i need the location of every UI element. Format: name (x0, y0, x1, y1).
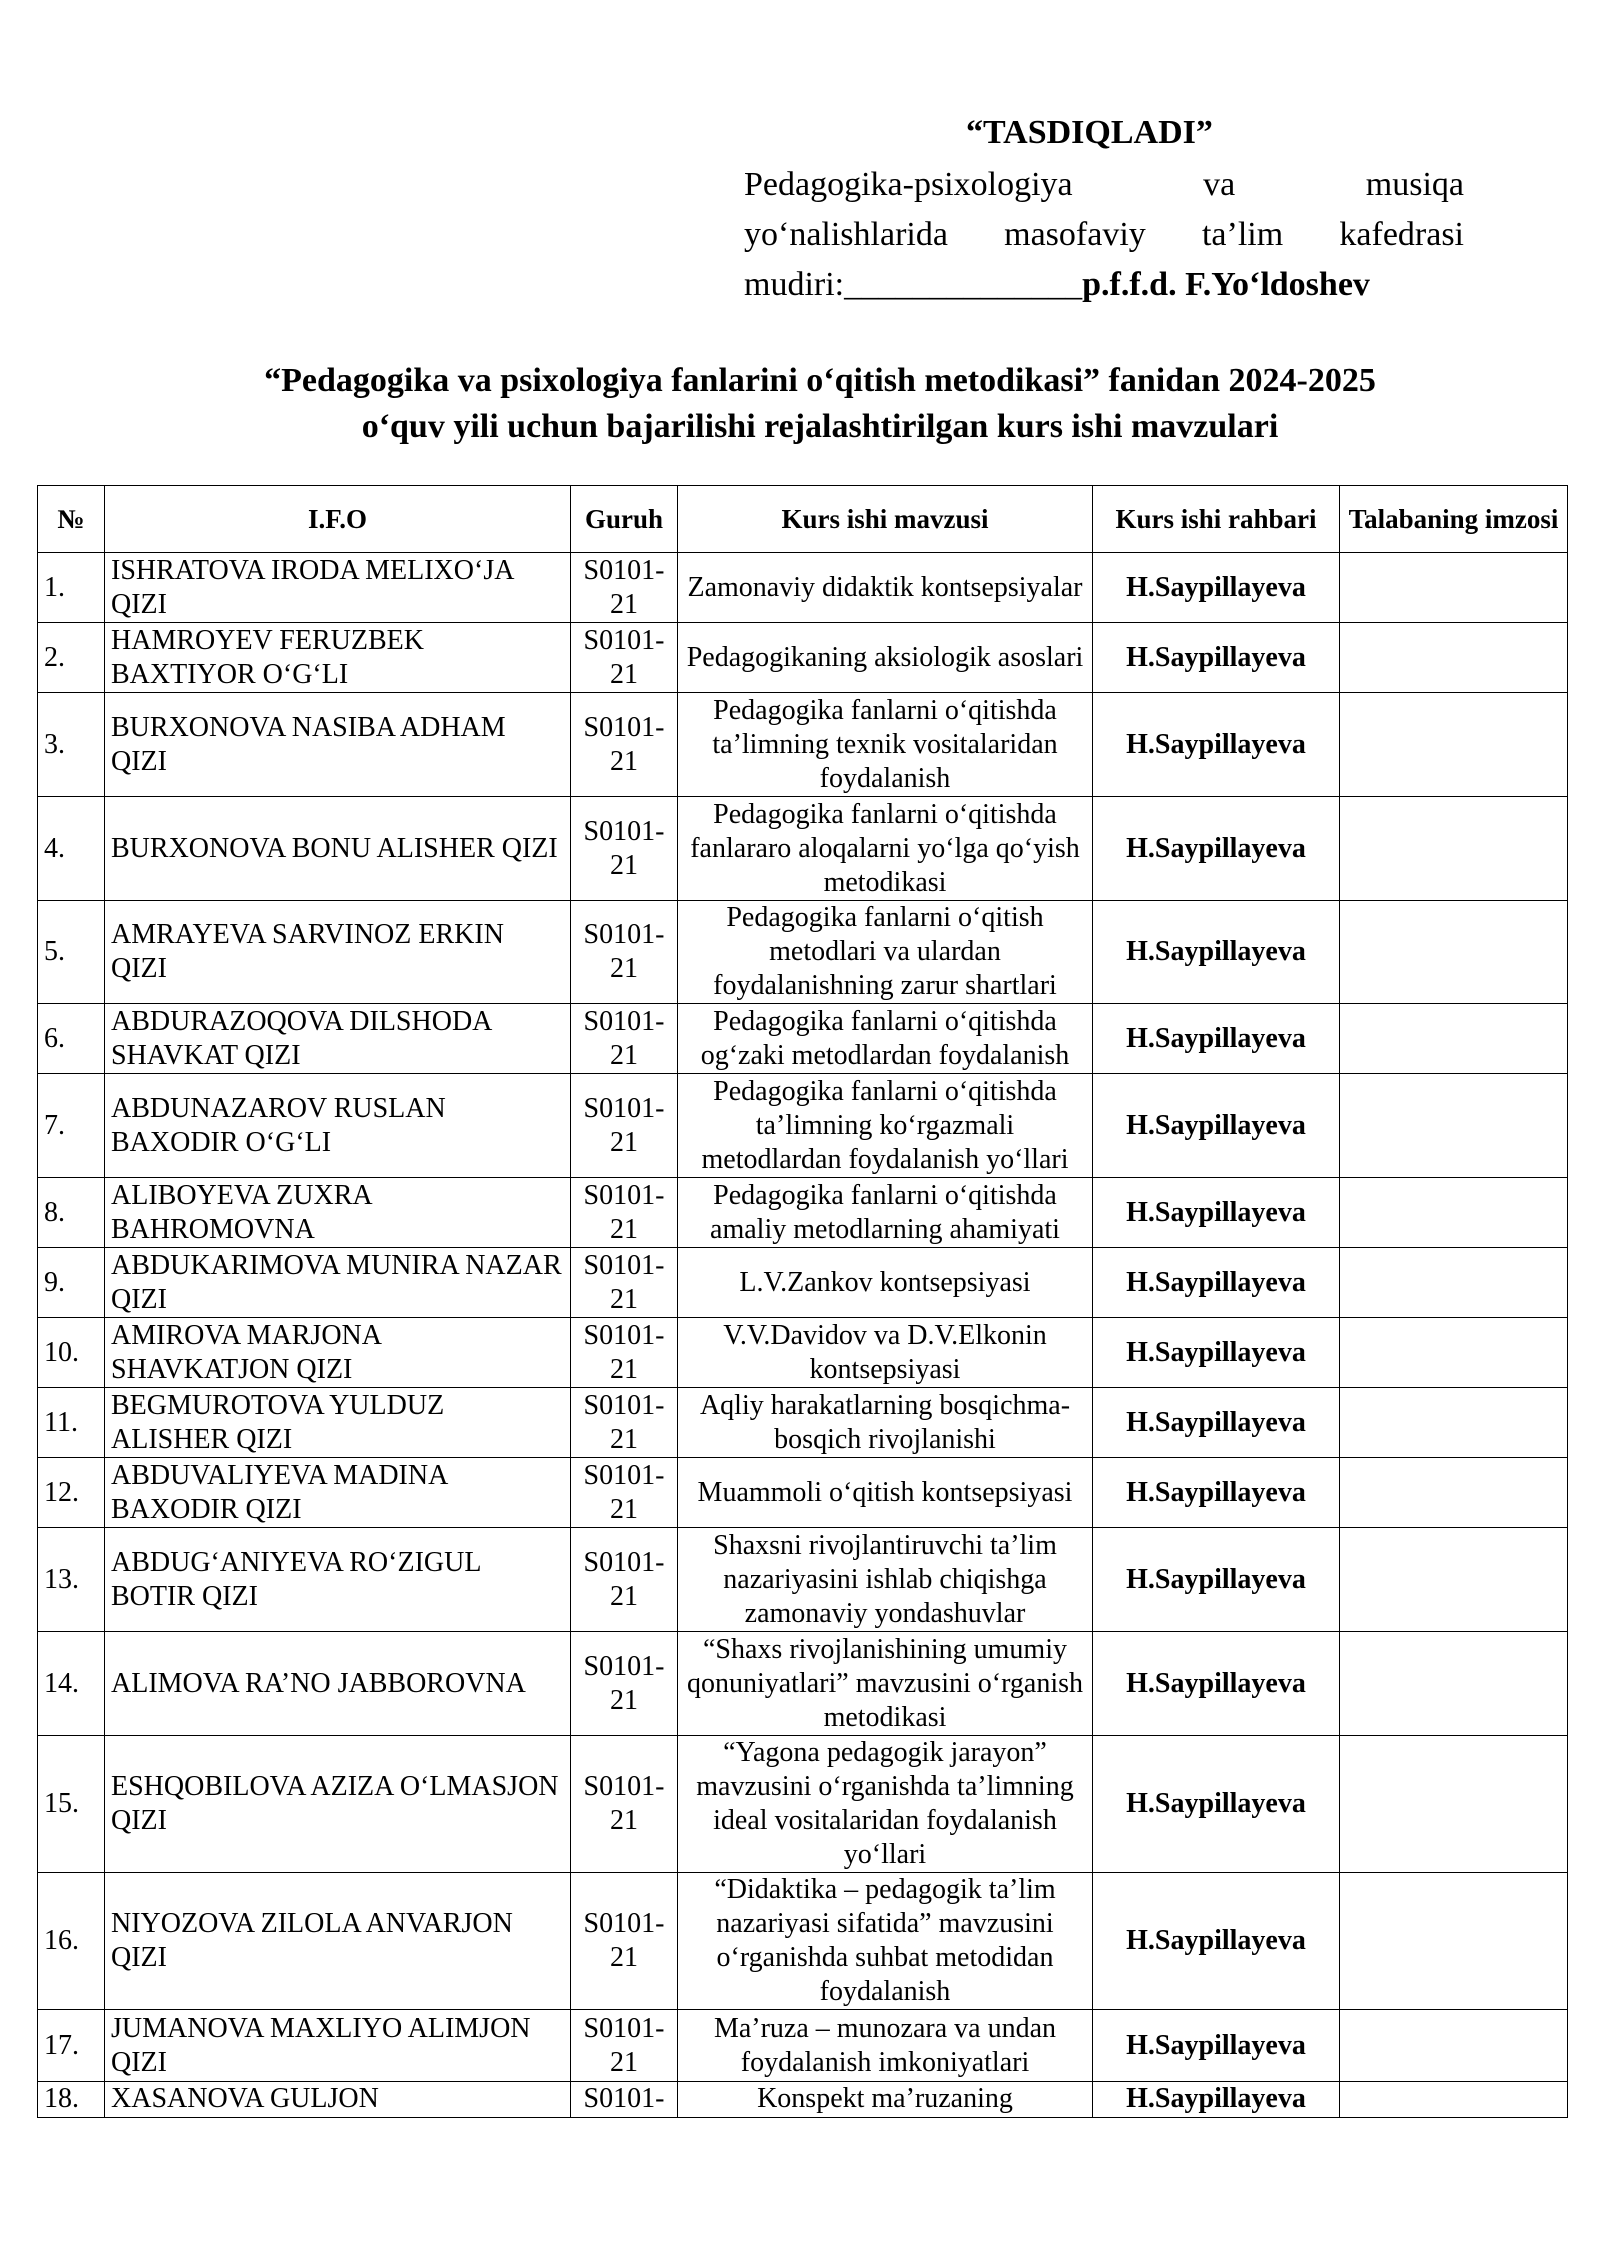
group-code: S0101- (571, 2082, 678, 2118)
row-number: 9. (38, 1248, 105, 1318)
course-topic: “Yagona pedagogik jarayon” mavzusini o‘rganishda ta’limning ideal vositalaridan foydalanish yo‘llari (678, 1736, 1093, 1873)
header-topic: Kurs ishi mavzusi (678, 486, 1093, 553)
table-row (38, 1388, 1568, 1458)
group-code: S0101-21 (571, 1736, 678, 1873)
supervisor-name: H.Saypillayeva (1093, 2082, 1340, 2118)
signature-line: mudiri:______________ (744, 266, 1083, 303)
table-row (38, 553, 1568, 623)
table-row (38, 901, 1568, 1004)
course-topics-table (37, 485, 1568, 2118)
course-topic: V.V.Davidov va D.V.Elkonin kontsepsiyasi (678, 1318, 1093, 1388)
table-row (38, 693, 1568, 797)
table-row (38, 1248, 1568, 1318)
student-signature (1340, 1178, 1568, 1248)
row-number: 6. (38, 1004, 105, 1074)
table-row (38, 1318, 1568, 1388)
row-number: 7. (38, 1074, 105, 1178)
table-row (38, 1632, 1568, 1736)
student-signature (1340, 1873, 1568, 2010)
student-name: ABDURAZOQOVA DILSHODA SHAVKAT QIZI (105, 1004, 571, 1074)
student-name: ABDUKARIMOVA MUNIRA NAZAR QIZI (105, 1248, 571, 1318)
group-code: S0101-21 (571, 1004, 678, 1074)
group-code: S0101-21 (571, 2010, 678, 2082)
supervisor-name: H.Saypillayeva (1093, 901, 1340, 1004)
group-code: S0101-21 (571, 797, 678, 901)
student-name: AMIROVA MARJONA SHAVKATJON QIZI (105, 1318, 571, 1388)
student-signature (1340, 2082, 1568, 2118)
student-signature (1340, 1458, 1568, 1528)
student-signature (1340, 1736, 1568, 1873)
group-code: S0101-21 (571, 1873, 678, 2010)
header-group: Guruh (571, 486, 678, 553)
group-code: S0101-21 (571, 1318, 678, 1388)
student-name: ALIBOYEVA ZUXRA BAHROMOVNA (105, 1178, 571, 1248)
supervisor-name: H.Saypillayeva (1093, 1632, 1340, 1736)
student-signature (1340, 797, 1568, 901)
table-row (38, 1736, 1568, 1873)
student-signature (1340, 553, 1568, 623)
supervisor-name: H.Saypillayeva (1093, 1736, 1340, 1873)
student-signature (1340, 901, 1568, 1004)
student-name: ABDUNAZAROV RUSLAN BAXODIR O‘G‘LI (105, 1074, 571, 1178)
course-topic: “Shaxs rivojlanishining umumiy qonuniyatlari” mavzusini o‘rganish metodikasi (678, 1632, 1093, 1736)
student-signature (1340, 1388, 1568, 1458)
course-topic: Pedagogika fanlarni o‘qitishda ta’limning texnik vositalaridan foydalanish (678, 693, 1093, 797)
row-number: 4. (38, 797, 105, 901)
approver-name: p.f.f.d. F.Yo‘ldoshev (1082, 266, 1370, 303)
student-name: ABDUVALIYEVA MADINA BAXODIR QIZI (105, 1458, 571, 1528)
student-name: BURXONOVA NASIBA ADHAM QIZI (105, 693, 571, 797)
supervisor-name: H.Saypillayeva (1093, 1178, 1340, 1248)
approval-block (744, 108, 1464, 310)
student-signature (1340, 1528, 1568, 1632)
table-row (38, 1178, 1568, 1248)
group-code: S0101-21 (571, 623, 678, 693)
group-code: S0101-21 (571, 1388, 678, 1458)
row-number: 17. (38, 2010, 105, 2082)
row-number: 15. (38, 1736, 105, 1873)
heading-line-1: “Pedagogika va psixologiya fanlarini o‘qitish metodikasi” fanidan 2024-2025 (264, 362, 1376, 399)
group-code: S0101-21 (571, 553, 678, 623)
student-name: XASANOVA GULJON (105, 2082, 571, 2118)
student-signature (1340, 1318, 1568, 1388)
table-header-row (38, 486, 1568, 553)
header-supervisor: Kurs ishi rahbari (1093, 486, 1340, 553)
table-row (38, 623, 1568, 693)
row-number: 5. (38, 901, 105, 1004)
supervisor-name: H.Saypillayeva (1093, 693, 1340, 797)
student-signature (1340, 1004, 1568, 1074)
group-code: S0101-21 (571, 901, 678, 1004)
supervisor-name: H.Saypillayeva (1093, 1248, 1340, 1318)
table-row (38, 1458, 1568, 1528)
student-name: ESHQOBILOVA AZIZA O‘LMASJON QIZI (105, 1736, 571, 1873)
course-topic: Zamonaviy didaktik kontsepsiyalar (678, 553, 1093, 623)
approval-line-1: Pedagogika-psixologiya va musiqa (744, 166, 1464, 203)
course-topic: Ma’ruza – munozara va undan foydalanish imkoniyatlari (678, 2010, 1093, 2082)
row-number: 2. (38, 623, 105, 693)
group-code: S0101-21 (571, 1632, 678, 1736)
row-number: 11. (38, 1388, 105, 1458)
table-row (38, 2010, 1568, 2082)
group-code: S0101-21 (571, 693, 678, 797)
course-topic: Pedagogika fanlarni o‘qitish metodlari va ulardan foydalanishning zarur shartlari (678, 901, 1093, 1004)
student-name: HAMROYEV FERUZBEK BAXTIYOR O‘G‘LI (105, 623, 571, 693)
heading-line-2: o‘quv yili uchun bajarilishi rejalashtirilgan kurs ishi mavzulari (361, 408, 1279, 445)
student-signature (1340, 623, 1568, 693)
row-number: 18. (38, 2082, 105, 2118)
supervisor-name: H.Saypillayeva (1093, 1458, 1340, 1528)
row-number: 1. (38, 553, 105, 623)
row-number: 13. (38, 1528, 105, 1632)
table-row (38, 1873, 1568, 2010)
row-number: 14. (38, 1632, 105, 1736)
course-topic: “Didaktika – pedagogik ta’lim nazariyasi sifatida” mavzusini o‘rganishda suhbat metodidan foydalanish (678, 1873, 1093, 2010)
student-signature (1340, 1248, 1568, 1318)
supervisor-name: H.Saypillayeva (1093, 1873, 1340, 2010)
supervisor-name: H.Saypillayeva (1093, 553, 1340, 623)
header-number: № (38, 486, 105, 553)
group-code: S0101-21 (571, 1458, 678, 1528)
table-row (38, 1004, 1568, 1074)
supervisor-name: H.Saypillayeva (1093, 2010, 1340, 2082)
approval-line-2: yo‘nalishlarida masofaviy ta’lim kafedrasi (744, 216, 1464, 253)
table-row (38, 2082, 1568, 2118)
student-name: ISHRATOVA IRODA MELIXO‘JA QIZI (105, 553, 571, 623)
approval-line-3 (744, 260, 1464, 310)
group-code: S0101-21 (571, 1528, 678, 1632)
supervisor-name: H.Saypillayeva (1093, 1004, 1340, 1074)
course-topic: Konspekt ma’ruzaning (678, 2082, 1093, 2118)
row-number: 12. (38, 1458, 105, 1528)
course-topic: Aqliy harakatlarning bosqichma-bosqich rivojlanishi (678, 1388, 1093, 1458)
course-topic: Pedagogika fanlarni o‘qitishda amaliy metodlarning ahamiyati (678, 1178, 1093, 1248)
group-code: S0101-21 (571, 1178, 678, 1248)
table-row (38, 1528, 1568, 1632)
table-row (38, 797, 1568, 901)
student-name: AMRAYEVA SARVINOZ ERKIN QIZI (105, 901, 571, 1004)
course-topic: Pedagogika fanlarni o‘qitishda og‘zaki metodlardan foydalanish (678, 1004, 1093, 1074)
student-signature (1340, 693, 1568, 797)
supervisor-name: H.Saypillayeva (1093, 1528, 1340, 1632)
student-name: ALIMOVA RA’NO JABBOROVNA (105, 1632, 571, 1736)
student-name: NIYOZOVA ZILOLA ANVARJON QIZI (105, 1873, 571, 2010)
student-name: JUMANOVA MAXLIYO ALIMJON QIZI (105, 2010, 571, 2082)
supervisor-name: H.Saypillayeva (1093, 1074, 1340, 1178)
student-name: ABDUG‘ANIYEVA RO‘ZIGUL BOTIR QIZI (105, 1528, 571, 1632)
table-row (38, 1074, 1568, 1178)
supervisor-name: H.Saypillayeva (1093, 1318, 1340, 1388)
supervisor-name: H.Saypillayeva (1093, 797, 1340, 901)
document-heading (150, 358, 1490, 450)
student-name: BURXONOVA BONU ALISHER QIZI (105, 797, 571, 901)
student-signature (1340, 1074, 1568, 1178)
student-name: BEGMUROTOVA YULDUZ ALISHER QIZI (105, 1388, 571, 1458)
row-number: 8. (38, 1178, 105, 1248)
course-topic: Muammoli o‘qitish kontsepsiyasi (678, 1458, 1093, 1528)
course-topic: Shaxsni rivojlantiruvchi ta’lim nazariyasini ishlab chiqishga zamonaviy yondashuvlar (678, 1528, 1093, 1632)
row-number: 10. (38, 1318, 105, 1388)
header-name: I.F.O (105, 486, 571, 553)
course-topic: Pedagogika fanlarni o‘qitishda fanlararo aloqalarni yo‘lga qo‘yish metodikasi (678, 797, 1093, 901)
header-signature: Talabaning imzosi (1340, 486, 1568, 553)
approval-title: “TASDIQLADI” (966, 114, 1213, 151)
course-topic: L.V.Zankov kontsepsiyasi (678, 1248, 1093, 1318)
student-signature (1340, 1632, 1568, 1736)
row-number: 16. (38, 1873, 105, 2010)
supervisor-name: H.Saypillayeva (1093, 623, 1340, 693)
course-topic: Pedagogika fanlarni o‘qitishda ta’limning ko‘rgazmali metodlardan foydalanish yo‘llari (678, 1074, 1093, 1178)
row-number: 3. (38, 693, 105, 797)
student-signature (1340, 2010, 1568, 2082)
supervisor-name: H.Saypillayeva (1093, 1388, 1340, 1458)
group-code: S0101-21 (571, 1248, 678, 1318)
group-code: S0101-21 (571, 1074, 678, 1178)
course-topic: Pedagogikaning aksiologik asoslari (678, 623, 1093, 693)
